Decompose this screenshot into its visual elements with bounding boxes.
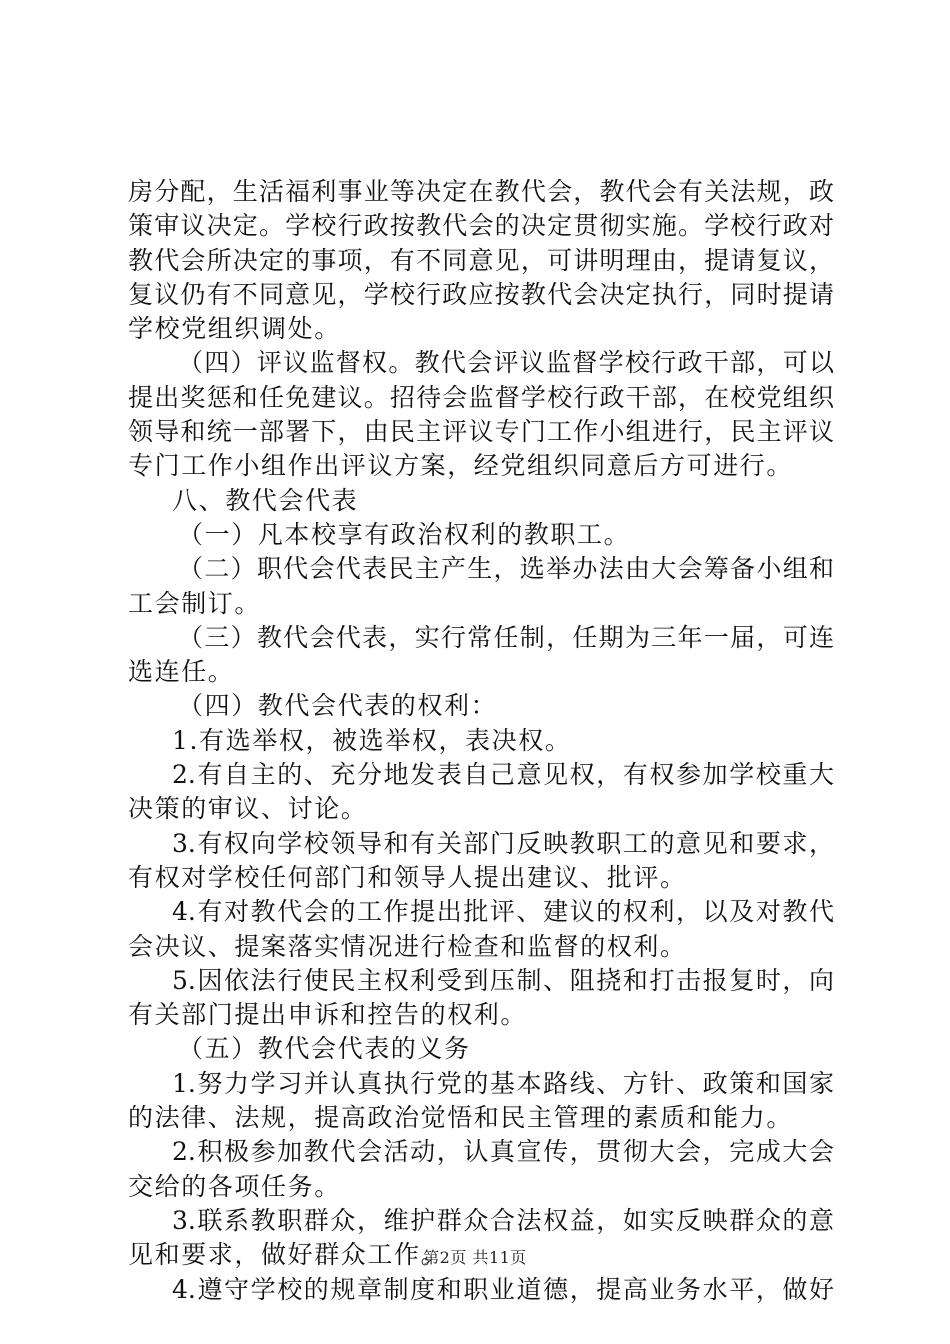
paragraph-line: 决策的审议、讨论。 (128, 794, 368, 824)
paragraph-line: 教代会所决定的事项，有不同意见，可讲明理由，提请复议， (128, 245, 834, 275)
paragraph-line: 提出奖惩和任免建议。招待会监督学校行政干部，在校党组织 (128, 382, 834, 412)
document-body (128, 175, 834, 1307)
paragraph-line: （一）凡本校享有政治权利的教职工。 (178, 519, 631, 549)
paragraph-line: （四）评议监督权。教代会评议监督学校行政干部，可以 (178, 348, 834, 378)
paragraph-line: 会决议、提案落实情况进行检查和监督的权利。 (128, 931, 687, 961)
paragraph-line: 4.遵守学校的规章制度和职业道德，提高业务水平，做好 (172, 1274, 834, 1304)
paragraph-line: 3.联系教职群众，维护群众合法权益，如实反映群众的意 (172, 1205, 834, 1235)
paragraph-line: 八、教代会代表 (172, 485, 359, 515)
paragraph-line: 有权对学校任何部门和领导人提出建议、批评。 (128, 862, 687, 892)
paragraph-line: 复议仍有不同意见，学校行政应按教代会决定执行，同时提请 (128, 279, 834, 309)
paragraph-line: 的法律、法规，提高政治觉悟和民主管理的素质和能力。 (128, 1103, 794, 1133)
paragraph-line: 专门工作小组作出评议方案，经党组织同意后方可进行。 (128, 451, 794, 481)
paragraph-line: 房分配，生活福利事业等决定在教代会，教代会有关法规，政 (128, 177, 834, 206)
paragraph-line: 1.努力学习并认真执行党的基本路线、方针、政策和国家 (172, 1068, 834, 1098)
paragraph-line: （四）教代会代表的权利： (178, 691, 498, 721)
paragraph-line: 交给的各项任务。 (128, 1171, 341, 1201)
paragraph-line: （三）教代会代表，实行常任制，任期为三年一届，可连 (178, 622, 834, 652)
paragraph-line: 1.有选举权，被选举权，表决权。 (172, 725, 572, 755)
paragraph-line: 2.积极参加教代会活动，认真宣传，贯彻大会，完成大会 (172, 1137, 834, 1167)
paragraph-line: 工会制订。 (128, 588, 262, 618)
paragraph-line: 2.有自主的、充分地发表自己意见权，有权参加学校重大 (172, 760, 834, 790)
paragraph-line: 学校党组织调处。 (128, 314, 341, 344)
paragraph-line: 策审议决定。学校行政按教代会的决定贯彻实施。学校行政对 (128, 211, 834, 241)
paragraph-line: 4.有对教代会的工作提出批评、建议的权利，以及对教代 (172, 897, 834, 927)
paragraph-line: 有关部门提出申诉和控告的权利。 (128, 1000, 528, 1030)
paragraph-line: 3.有权向学校领导和有关部门反映教职工的意见和要求， (172, 828, 834, 858)
paragraph-line: 见和要求，做好群众工作。 (128, 1240, 448, 1270)
page-number-footer: 第2页 共11页 (423, 1248, 527, 1267)
paragraph-line: 5.因依法行使民主权利受到压制、阻挠和打击报复时，向 (172, 965, 834, 995)
paragraph-line: （二）职代会代表民主产生，选举办法由大会筹备小组和 (178, 554, 834, 584)
paragraph-line: 选连任。 (128, 657, 235, 687)
paragraph-line: 领导和统一部署下，由民主评议专门工作小组进行，民主评议 (128, 417, 834, 447)
paragraph-line: （五）教代会代表的义务 (178, 1034, 471, 1064)
